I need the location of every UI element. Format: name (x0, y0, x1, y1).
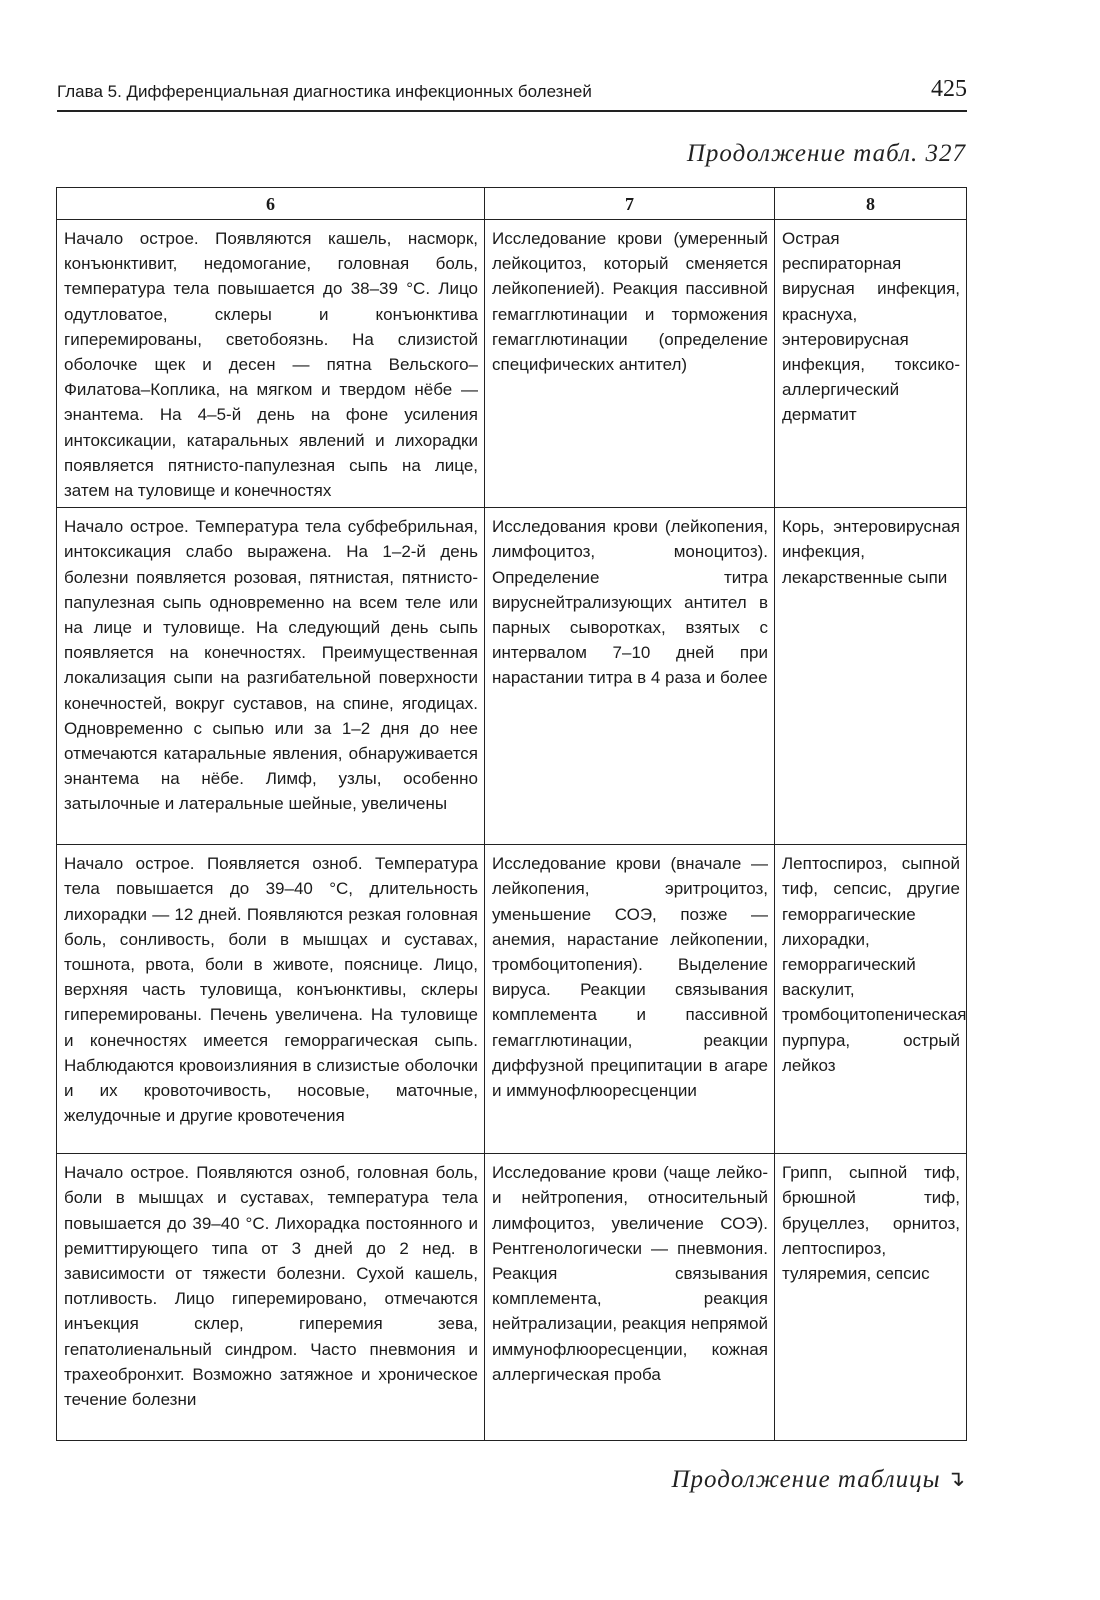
table-row (57, 508, 967, 845)
differential-cell: Грипп, сыпной тиф, брюшной тиф, бруцеллез, орнитоз, лептоспироз, туляремия, сепсис (775, 1154, 967, 1441)
clinical-picture-cell: Начало острое. Температура тела субфебрильная, интоксикация слабо выражена. На 1–2-й день болезни появляется розовая, пятнистая, пятнисто-папулезная сыпь одновременно на всем теле или на лице и туловище. На следующий день сыпь появляется на конечностях. Преимущественная локализация сыпи на разгибательной поверхности конечностей, вокруг суставов, на спине, ягодицах. Одновременно с сыпью или за 1–2 дня до нее отмечаются катаральные явления, обнаруживается энантема на нёбе. Лимф, узлы, особенно затылочные и латеральные шейные, увеличены (57, 508, 485, 845)
table-row (57, 845, 967, 1154)
clinical-picture-cell: Начало острое. Появляется озноб. Температура тела повышается до 39–40 °С, длительность лихорадки — 12 дней. Появляются резкая головная боль, сонливость, боли в мышцах и суставах, тошнота, рвота, боли в животе, пояснице. Лицо, верхняя часть туловища, конъюнктивы, склеры гиперемированы. Печень увеличена. На туловище и конечностях имеется геморрагическая сыпь. Наблюдаются кровоизлияния в слизистые оболочки и их кровоточивость, носовые, маточные, желудочные и другие кровотечения (57, 845, 485, 1154)
running-head (57, 78, 967, 112)
table-row (57, 220, 967, 508)
chapter-title: Глава 5. Дифференциальная диагностика инфекционных болезней (57, 82, 592, 101)
differential-cell: Острая респираторная вирусная инфекция, краснуха, энтеровирусная инфекция, токсико-аллергический дерматит (775, 220, 967, 508)
lab-diagnosis-cell: Исследование крови (умеренный лейкоцитоз, который сменяется лейкопенией). Реакция пассивной гемагглютинации и торможения гемагглютинации (определение специфических антител) (485, 220, 775, 508)
lab-diagnosis-cell: Исследование крови (вначале — лейкопения, эритроцитоз, уменьшение СОЭ, позже — анемия, нарастание лейкопении, тромбоцитопения). Выделение вируса. Реакции связывания комплемента и пассивной гемагглютинации, реакции диффузной преципитации в агаре и иммунофлюоресценции (485, 845, 775, 1154)
clinical-picture-cell: Начало острое. Появляются озноб, головная боль, боли в мышцах и суставах, температура тела повышается до 39–40 °С. Лихорадка постоянного и ремиттирующего типа от 3 дней до 2 нед. в зависимости от тяжести болезни. Сухой кашель, потливость. Лицо гиперемировано, отмечаются инъекция склер, гиперемия зева, гепатолиенальный синдром. Часто пневмония и трахеобронхит. Возможно затяжное и хроническое течение болезни (57, 1154, 485, 1441)
differential-cell: Корь, энтеровирусная инфекция, лекарственные сыпи (775, 508, 967, 845)
table-row (57, 1154, 967, 1441)
turn-arrow-icon: ↴ (946, 1467, 966, 1492)
clinical-picture-cell: Начало острое. Появляются кашель, насморк, конъюнктивит, недомогание, головная боль, температура тела повышается до 38–39 °С. Лицо одутловатое, склеры и конъюнктива гиперемированы, светобоязнь. На слизистой оболочке щек и десен — пятна Вельского–Филатова–Коплика, на мягком и твердом нёбе — энантема. На 4–5-й день на фоне усиления интоксикации, катаральных явлений и лихорадки появляется пятнисто-папулезная сыпь на лице, затем на туловище и конечностях (57, 220, 485, 508)
column-header: 7 (485, 188, 775, 220)
column-header: 8 (775, 188, 967, 220)
differential-diagnosis-table (56, 187, 967, 1441)
differential-cell: Лептоспироз, сыпной тиф, сепсис, другие геморрагические лихорадки, геморрагический васкулит, тромбоцитопеническая пурпура, острый лейкоз (775, 845, 967, 1154)
page-number: 425 (931, 76, 967, 102)
table-header-row (57, 188, 967, 220)
continuation-note-text: Продолжение таблицы (671, 1466, 941, 1493)
column-header: 6 (57, 188, 485, 220)
lab-diagnosis-cell: Исследования крови (лейкопения, лимфоцитоз, моноцитоз). Определение титра вируснейтрализующих антител в парных сыворотках, взятых с интервалом 7–10 дней при нарастании титра в 4 раза и более (485, 508, 775, 845)
lab-diagnosis-cell: Исследование крови (чаще лейко- и нейтропения, относительный лимфоцитоз, увеличение СОЭ). Рентгенологически — пневмония. Реакция связывания комплемента, реакция нейтрализации, реакция непрямой иммунофлюоресценции, кожная аллергическая проба (485, 1154, 775, 1441)
continuation-note (672, 1466, 967, 1494)
table-continuation-caption: Продолжение табл. 327 (686, 140, 966, 167)
